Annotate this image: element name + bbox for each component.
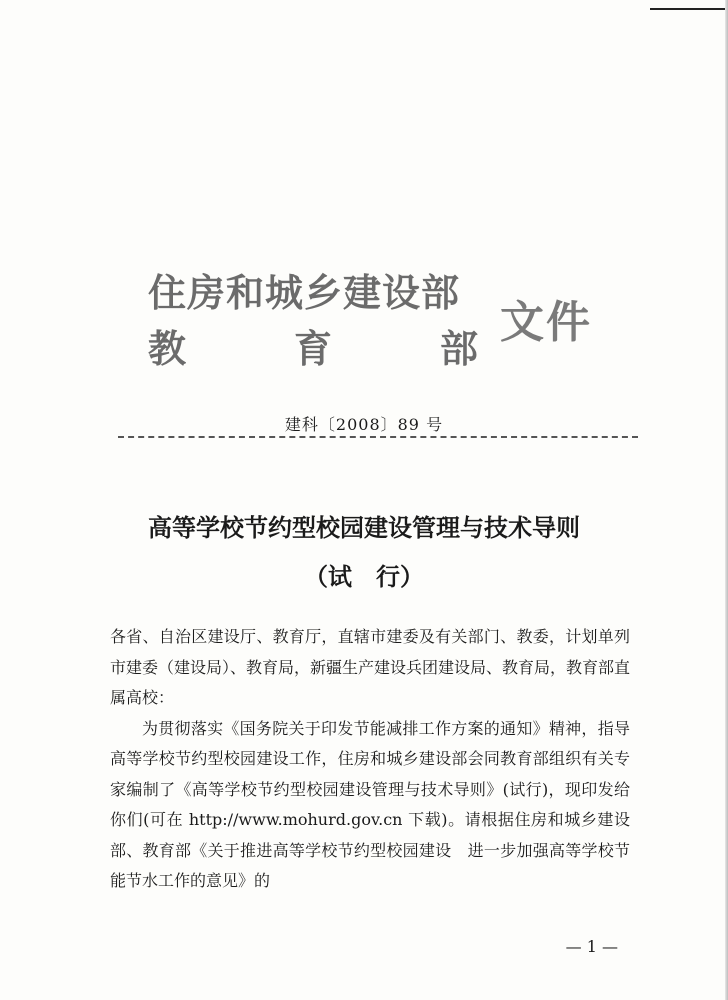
issuer-char: 育 xyxy=(293,327,332,371)
document-type: 文件 xyxy=(500,297,592,348)
header-divider xyxy=(118,436,638,438)
document-subtitle: （试 行） xyxy=(304,563,424,591)
addressees-paragraph: 各省、自治区建设厅、教育厅，直辖市建委及有关部门、教委，计划单列市建委（建设局）、教育局，新疆生产建设兵团建设局、教育局，教育部直属高校： xyxy=(110,627,631,707)
issuer-char: 教 xyxy=(148,327,187,371)
document-header xyxy=(148,262,618,372)
body-paragraph: 为贯彻落实《国务院关于印发节能减排工作方案的通知》精神，指导高等学校节约型校园建设工作，住房和城乡建设部会同教育部组织有关专家编制了《高等学校节约型校园建设管理与技术导则》(试行)，现印发给你们(可在 http://www.mohurd.gov.cn 下载)。请根据住房和城乡建设部、教育部《关于推进高等学校节约型校园建设 进一步加强高等学校节能节水工作的意见》的 xyxy=(110,718,630,890)
scan-edge-top xyxy=(650,8,728,10)
issuer-ministry-housing: 住房和城乡建设部 xyxy=(148,271,461,315)
document-title: 高等学校节约型校园建设管理与技术导则 xyxy=(148,514,580,542)
page-number: — 1 — xyxy=(565,937,618,956)
document-body xyxy=(110,622,630,897)
issuer-char: 部 xyxy=(439,327,478,371)
document-number: 建科〔2008〕89 号 xyxy=(284,415,444,434)
issuer-ministry-education xyxy=(148,318,478,373)
